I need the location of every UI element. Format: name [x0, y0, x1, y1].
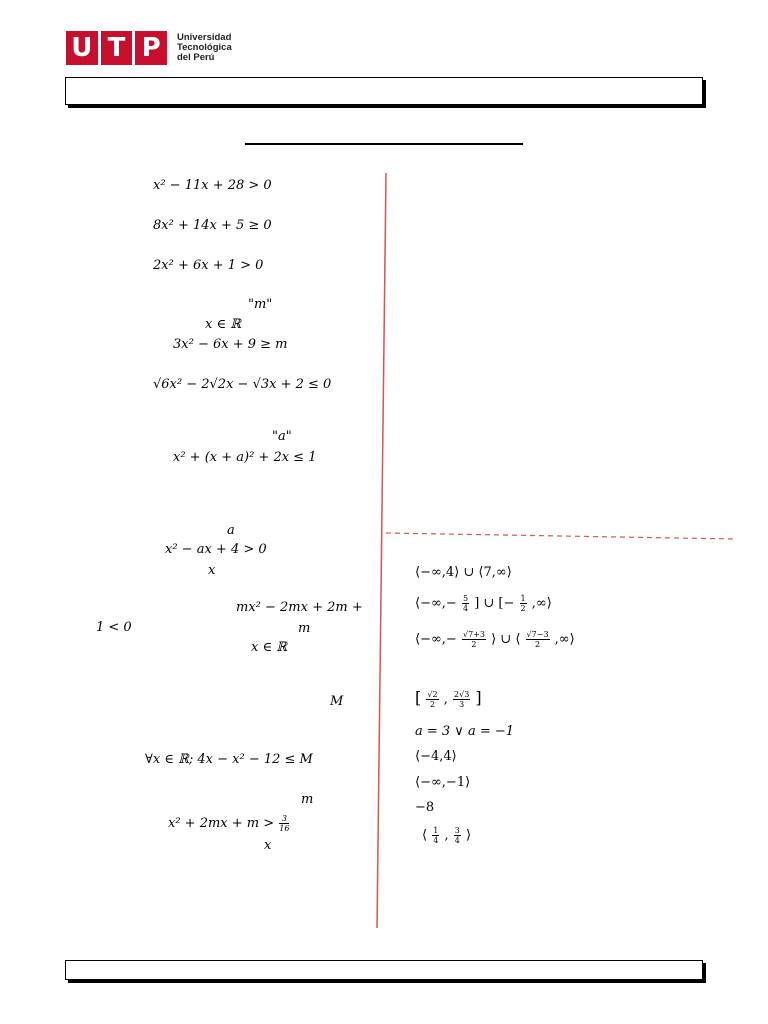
fraction-numerator: √2	[427, 690, 438, 699]
fraction-denominator: 2	[429, 700, 436, 709]
problem-10-fraction	[279, 814, 289, 833]
problem-4-domain: x ∈ ℝ	[205, 317, 242, 332]
answer-4-close: ]	[475, 688, 482, 707]
problem-4-expr: 3x² − 6x + 9 ≥ m	[173, 337, 288, 352]
problem-8-param: m	[298, 621, 311, 636]
problem-5: √6x² − 2√2x − √3x + 2 ≤ 0	[153, 377, 332, 392]
fraction-numerator: 3	[279, 814, 289, 824]
horizontal-dashed-divider	[386, 533, 736, 539]
answer-2-fraction-2	[520, 594, 527, 613]
problem-8-expr-b: 1 < 0	[96, 620, 132, 635]
institution-line-3: del Perú	[177, 52, 215, 63]
answer-9-open: ⟨	[422, 828, 428, 843]
answer-2-end: ,∞⟩	[531, 596, 552, 611]
problem-2: 8x² + 14x + 5 ≥ 0	[153, 218, 272, 233]
problem-8-expr-a: mx² − 2mx + 2m +	[236, 600, 363, 615]
answer-9-fraction-2	[454, 826, 461, 845]
fraction-numerator: 2√3	[454, 690, 470, 699]
fraction-denominator: 2	[520, 604, 526, 613]
fraction-numerator: 5	[462, 594, 469, 603]
answer-2	[415, 594, 552, 613]
answer-6: ⟨−4,4⟩	[415, 749, 457, 764]
problem-10-expr	[168, 814, 290, 833]
fraction-denominator: 4	[462, 604, 469, 613]
fraction-numerator: 1	[520, 594, 526, 603]
answer-4-open: [	[415, 688, 422, 707]
answer-4-fraction-2	[453, 690, 470, 709]
fraction-denominator: 16	[279, 824, 290, 833]
logo-letter-u: U	[66, 31, 98, 65]
answer-9-close: ⟩	[465, 828, 472, 843]
fraction-denominator: 4	[433, 836, 439, 845]
problem-8-domain: x ∈ ℝ	[251, 640, 288, 655]
answer-9	[422, 826, 471, 845]
problem-10-expr-text: x² + 2mx + m >	[168, 816, 275, 831]
answer-3-mid: ⟩ ∪ ⟨	[491, 632, 521, 647]
answer-3-start: ⟨−∞,−	[415, 632, 457, 647]
fraction-denominator: 4	[454, 836, 460, 845]
answer-8: −8	[415, 800, 435, 815]
answer-5: a = 3 ∨ a = −1	[415, 724, 515, 739]
fraction-numerator: 3	[454, 826, 460, 835]
problem-6-param: "a"	[272, 429, 292, 444]
answer-1: ⟨−∞,4⟩ ∪ ⟨7,∞⟩	[415, 565, 512, 580]
answer-3-fraction-1	[462, 630, 486, 649]
problem-4-param: "m"	[248, 297, 273, 312]
problem-10-param: m	[301, 792, 314, 807]
answer-2-fraction-1	[462, 594, 469, 613]
answer-7: ⟨−∞,−1⟩	[415, 775, 471, 790]
logo-letter-t: T	[101, 31, 133, 65]
answer-2-mid: ] ∪ [−	[474, 596, 515, 611]
institution-line-1: Universidad	[177, 32, 232, 43]
answer-3	[415, 630, 575, 649]
problem-9-param: M	[330, 694, 344, 709]
vertical-divider	[377, 173, 386, 928]
footer-bar	[65, 960, 703, 980]
problem-1: x² − 11x + 28 > 0	[153, 178, 272, 193]
fraction-denominator: 2	[534, 640, 541, 649]
answer-4-sep: ,	[443, 692, 448, 707]
fraction-numerator: √7+3	[462, 630, 485, 639]
fraction-denominator: 3	[459, 700, 465, 709]
answer-4	[415, 688, 482, 709]
answer-2-start: ⟨−∞,−	[415, 596, 457, 611]
problem-7-var: x	[208, 563, 216, 578]
answer-9-sep: ,	[444, 828, 449, 843]
institution-line-2: Tecnológica	[177, 42, 232, 53]
problem-7-expr: x² − ax + 4 > 0	[165, 542, 267, 557]
problem-6-expr: x² + (x + a)² + 2x ≤ 1	[173, 450, 317, 465]
problem-9-expr: ∀x ∈ ℝ; 4x − x² − 12 ≤ M	[145, 752, 313, 767]
problem-3: 2x² + 6x + 1 > 0	[153, 258, 264, 273]
fraction-denominator: 2	[471, 640, 477, 649]
answer-9-fraction-1	[432, 826, 439, 845]
problem-10-var: x	[264, 838, 272, 853]
fraction-numerator: 1	[433, 826, 439, 835]
answer-3-end: ,∞⟩	[554, 632, 575, 647]
fraction-numerator: √7−3	[526, 630, 549, 639]
answer-4-fraction-1	[426, 690, 438, 709]
problem-7-param: a	[227, 523, 235, 538]
logo-letter-p: P	[135, 31, 167, 65]
answer-3-fraction-2	[526, 630, 550, 649]
